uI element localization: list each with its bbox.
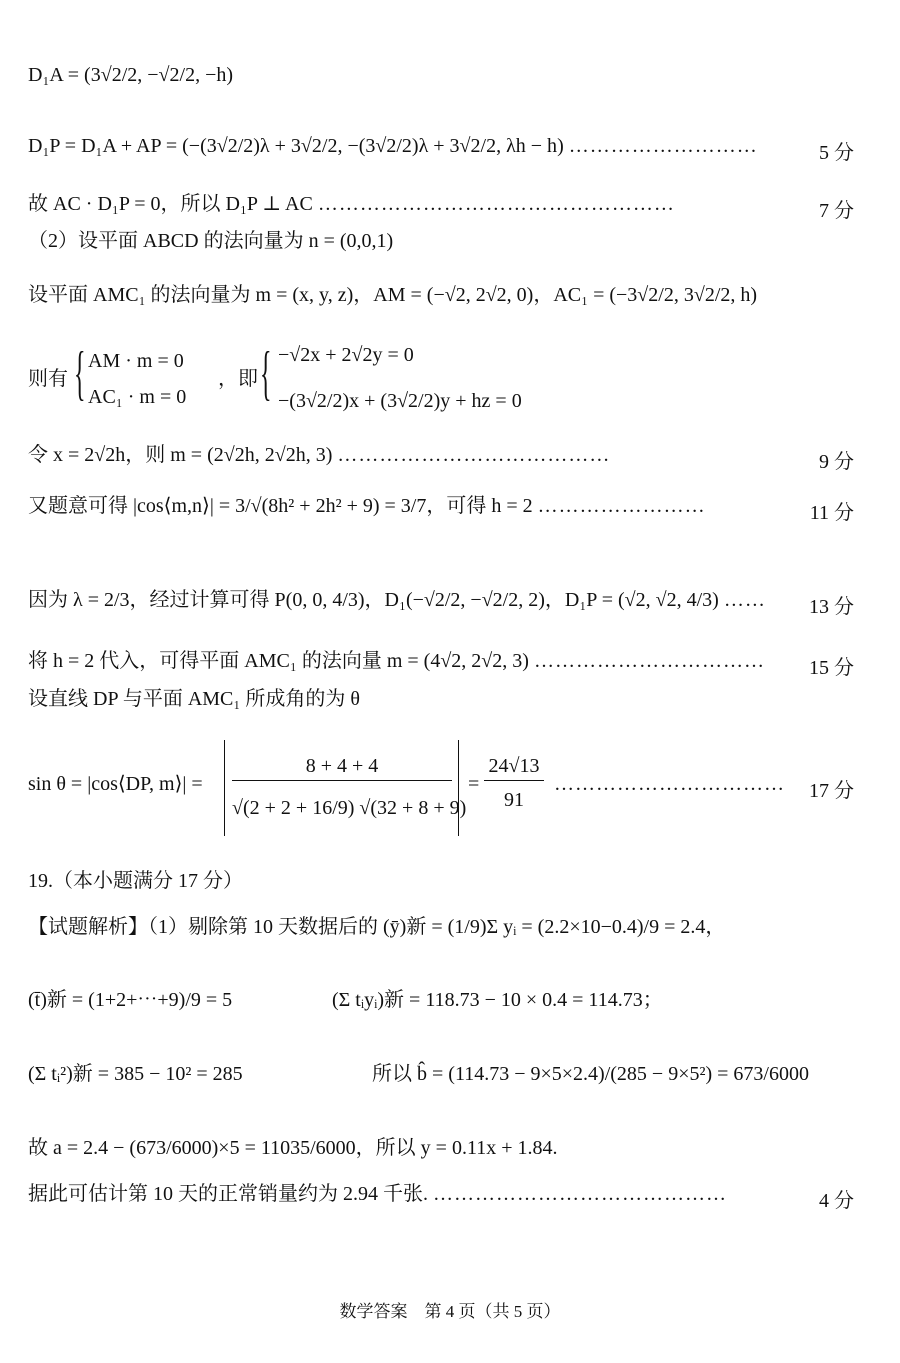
line-d1a: D₁A = (3√2/2, −√2/2, −h): [28, 64, 234, 86]
eq-sin-lhs: sin θ = |cos⟨DP, m⟩| =: [28, 773, 203, 795]
eq-d1a-x1: 3√2: [90, 64, 122, 86]
score-15: 15 分: [809, 657, 854, 679]
label-ji: ，即: [218, 368, 258, 390]
eq-sin-num: 8 + 4 + 4: [305, 755, 379, 777]
line-h2: 将 h = 2 代入，可得平面 AMC₁ 的法向量 m = (4√2, 2√2, 3) ……………………………: [28, 650, 765, 672]
eq-d1a-z: −h: [205, 64, 227, 86]
eq-perp: 故 AC · D₁P = 0，所以 D₁P ⊥ AC: [28, 193, 313, 215]
line-cos: 又题意可得 |cos⟨m,n⟩| = 3/√(8h² + 2h² + 9) = 3/7，可得 h = 2 ……………………: [28, 495, 706, 517]
line-perp: 故 AC · D₁P = 0，所以 D₁P ⊥ AC ……………………………………………: [28, 193, 675, 215]
line-d1p: D₁P = D₁A + AP = (−(3√2/2)λ + 3√2/2, −(3√2/2)λ + 3√2/2, λh − h) ………………………: [28, 135, 758, 157]
abs-left: [224, 740, 226, 836]
eq-sumty: (Σ tᵢyᵢ)新 = 118.73 − 10 × 0.4 = 114.73；: [332, 989, 663, 1011]
eq-sin-den: √(2 + 2 + 16/9) √(32 + 8 + 9): [232, 797, 467, 819]
score-13: 13 分: [809, 596, 854, 618]
eq-cos: 又题意可得 |cos⟨m,n⟩| = 3/√(8h² + 2h² + 9) = 3/7，可得 h = 2: [28, 495, 533, 517]
score-17: 17 分: [809, 780, 854, 802]
score-7: 7 分: [819, 200, 854, 222]
score-5: 5 分: [819, 142, 854, 164]
score-11: 11 分: [809, 502, 854, 524]
eq-d1a: D₁A: [28, 64, 63, 86]
eq-sin-res-den: 91: [504, 789, 524, 811]
label-zeyou: 则有: [28, 368, 68, 390]
page-footer: 数学答案 第 4 页（共 5 页）: [339, 1302, 561, 1321]
line-lambda: 因为 λ = 2/3，经过计算可得 P(0, 0, 4/3)，D₁(−√2/2, −√2/2, 2)，D₁P = (√2, √2, 4/3) ……: [28, 589, 766, 611]
eq-sin-res-bar: [484, 780, 544, 781]
brace-left-2: {: [260, 340, 272, 406]
sys1-eq1: AM · m = 0: [88, 350, 184, 372]
line-sin: [28, 740, 858, 836]
eq-d1p-lhs: D₁P = D₁A + AP =: [28, 135, 178, 157]
eq-d1a-x2: 2: [127, 64, 138, 86]
line-part2: （2）设平面 ABCD 的法向量为 n = (0,0,1): [28, 230, 394, 252]
line-q19: 19.（本小题满分 17 分）: [28, 870, 243, 892]
abs-right: [458, 740, 460, 836]
eq-sin-bar: [232, 780, 452, 781]
eq-tbar: (t̄)新 = (1+2+⋯+9)/9 = 5: [28, 989, 233, 1011]
eq-sin-eq: =: [468, 773, 480, 795]
line-theta: 设直线 DP 与平面 AMC₁ 所成角的为 θ: [28, 688, 360, 710]
eq-h2: 将 h = 2 代入，可得平面 AMC₁ 的法向量 m = (4√2, 2√2, 3): [28, 650, 529, 672]
score-4: 4 分: [819, 1190, 854, 1212]
line-jiexi: 【试题解析】（1）剔除第 10 天数据后的 (ȳ)新 = (1/9)Σ yᵢ = (2.2×10−0.4)/9 = 2.4，: [28, 916, 726, 938]
eq-d1p-body: −(3√2/2)λ + 3√2/2, −(3√2/2)λ + 3√2/2, λh − h: [188, 135, 558, 157]
eq-d1a-y: √2: [158, 64, 180, 86]
eq-lambda: 因为 λ = 2/3，经过计算可得 P(0, 0, 4/3)，D₁(−√2/2, −√2/2, 2)，D₁P = (√2, √2, 4/3): [28, 589, 719, 611]
sys1-eq2: AC₁ · m = 0: [88, 386, 187, 408]
eq-sin-res-num: 24√13: [488, 755, 540, 777]
score-9: 9 分: [819, 451, 854, 473]
sys2-eq1: −√2x + 2√2y = 0: [278, 344, 414, 366]
eq-bhat: 所以 b̂ = (114.73 − 9×5×2.4)/(285 − 9×5²) = 673/6000: [372, 1063, 809, 1085]
eq-sumt2: (Σ tᵢ²)新 = 385 − 10² = 285: [28, 1063, 243, 1085]
line-a: 故 a = 2.4 − (673/6000)×5 = 11035/6000，所以 y = 0.11x + 1.84.: [28, 1137, 558, 1159]
dots-17: ……………………………: [554, 773, 785, 795]
brace-left: {: [74, 340, 86, 406]
line-system: [28, 340, 858, 415]
line-let-x: 令 x = 2√2h，则 m = (2√2h, 2√2h, 3) …………………………………: [28, 444, 611, 466]
line-normal-m: 设平面 AMC₁ 的法向量为 m = (x, y, z)，AM = (−√2, 2√2, 0)，AC₁ = (−3√2/2, 3√2/2, h): [28, 284, 758, 306]
eq-estimate: 据此可估计第 10 天的正常销量约为 2.94 千张.: [28, 1183, 428, 1205]
line-estimate: 据此可估计第 10 天的正常销量约为 2.94 千张. ……………………………………: [28, 1183, 727, 1205]
sys2-eq2: −(3√2/2)x + (3√2/2)y + hz = 0: [278, 390, 522, 412]
eq-let-x: 令 x = 2√2h，则 m = (2√2h, 2√2h, 3): [28, 444, 333, 466]
